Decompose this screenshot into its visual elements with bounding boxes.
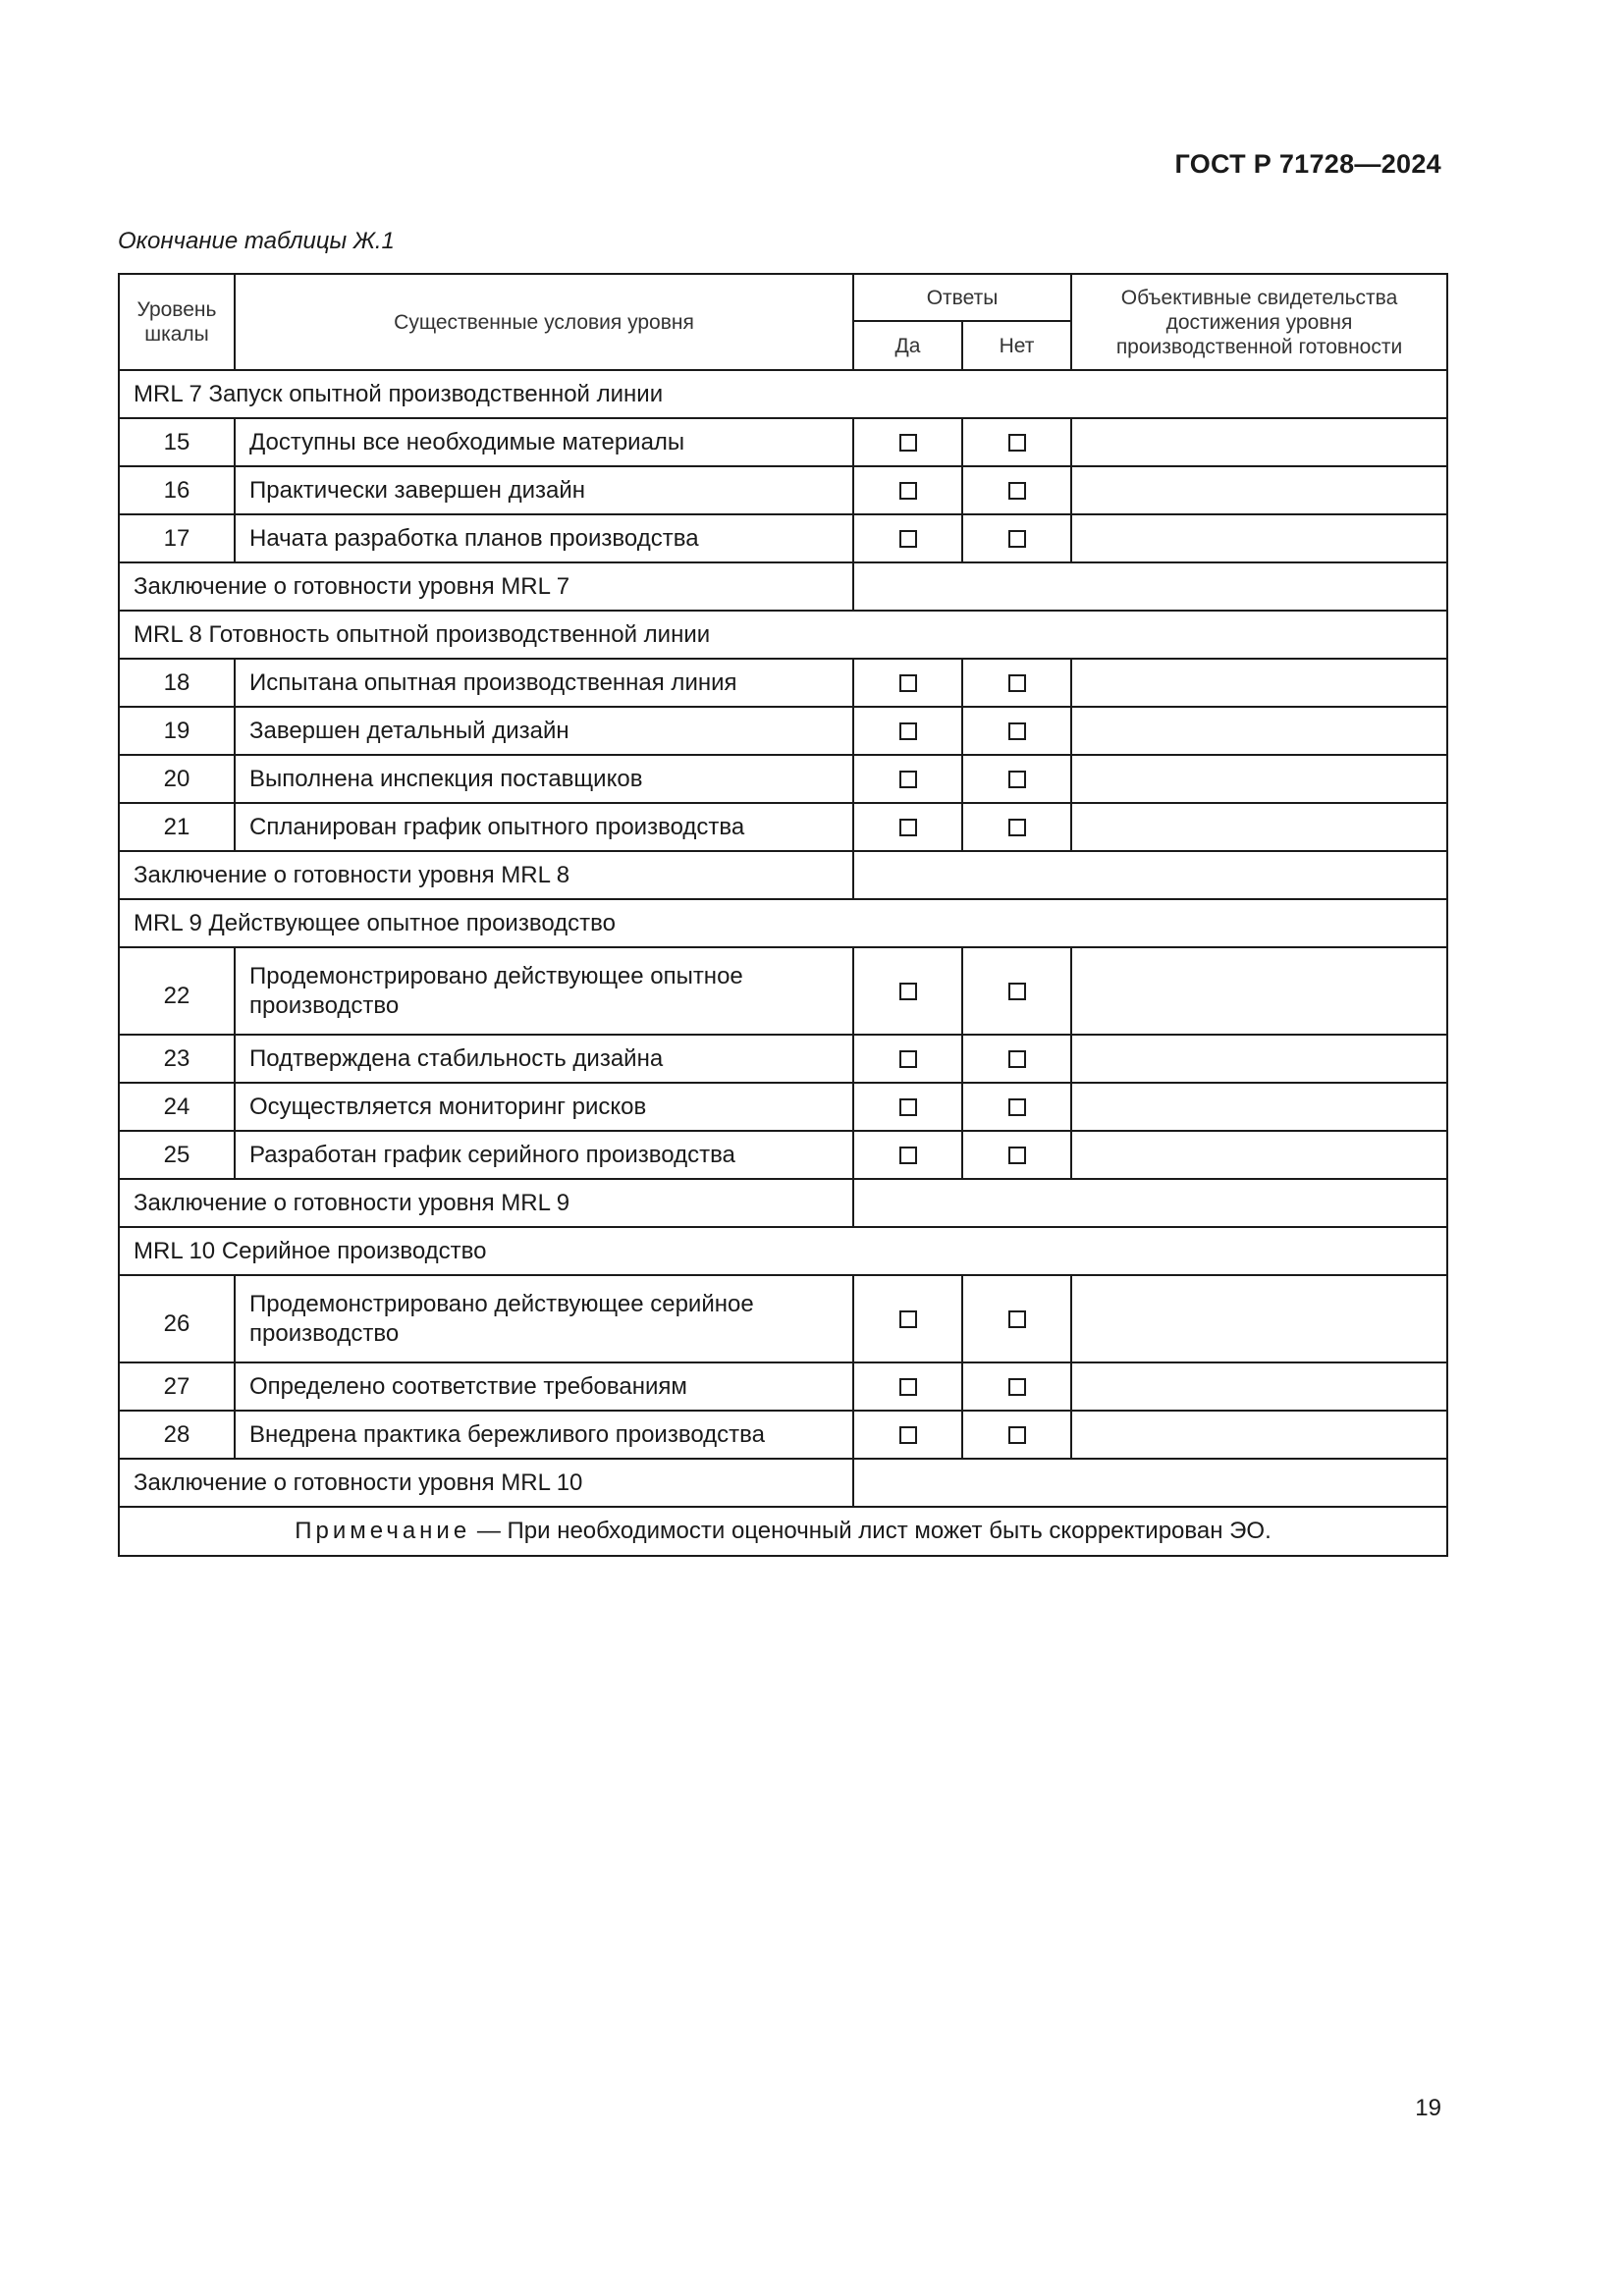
no-cell (962, 418, 1071, 466)
yes-cell (853, 1131, 962, 1179)
section-title: MRL 8 Готовность опытной производственной линии (119, 611, 1447, 659)
evidence-cell[interactable] (1071, 1275, 1447, 1362)
conclusion-row (119, 562, 1447, 611)
row-condition: Выполнена инспекция поставщиков (235, 755, 853, 803)
table-row (119, 1275, 1447, 1362)
yes-cell (853, 755, 962, 803)
no-cell (962, 707, 1071, 755)
yes-checkbox[interactable] (899, 1378, 917, 1396)
yes-cell (853, 1411, 962, 1459)
conclusion-label: Заключение о готовности уровня MRL 9 (119, 1179, 853, 1227)
yes-checkbox[interactable] (899, 434, 917, 452)
conclusion-value-cell[interactable] (853, 1459, 1447, 1507)
no-cell (962, 1083, 1071, 1131)
row-condition: Начата разработка планов производства (235, 514, 853, 562)
no-checkbox[interactable] (1008, 530, 1026, 548)
table-row (119, 514, 1447, 562)
conclusion-label: Заключение о готовности уровня MRL 7 (119, 562, 853, 611)
no-checkbox[interactable] (1008, 434, 1026, 452)
row-number: 22 (119, 947, 235, 1035)
table-row (119, 755, 1447, 803)
no-checkbox[interactable] (1008, 674, 1026, 692)
no-cell (962, 1131, 1071, 1179)
note-label: Примечание (295, 1518, 471, 1544)
document-code: ГОСТ Р 71728—2024 (1174, 149, 1441, 179)
yes-checkbox[interactable] (899, 1426, 917, 1444)
yes-cell (853, 1362, 962, 1411)
yes-cell (853, 1035, 962, 1083)
table-row (119, 947, 1447, 1035)
conclusion-value-cell[interactable] (853, 562, 1447, 611)
row-condition: Продемонстрировано действующее серийное производство (235, 1275, 853, 1362)
row-number: 18 (119, 659, 235, 707)
no-checkbox[interactable] (1008, 1426, 1026, 1444)
conclusion-value-cell[interactable] (853, 851, 1447, 899)
no-cell (962, 1362, 1071, 1411)
evidence-cell[interactable] (1071, 1362, 1447, 1411)
row-number: 17 (119, 514, 235, 562)
row-number: 24 (119, 1083, 235, 1131)
yes-checkbox[interactable] (899, 530, 917, 548)
evidence-cell[interactable] (1071, 803, 1447, 851)
yes-cell (853, 466, 962, 514)
conclusion-row (119, 1459, 1447, 1507)
row-condition: Спланирован график опытного производства (235, 803, 853, 851)
row-number: 28 (119, 1411, 235, 1459)
table-row (119, 659, 1447, 707)
row-number: 25 (119, 1131, 235, 1179)
table-row (119, 803, 1447, 851)
table-note (119, 1507, 1447, 1556)
conclusion-label: Заключение о готовности уровня MRL 10 (119, 1459, 853, 1507)
evidence-cell[interactable] (1071, 1131, 1447, 1179)
no-cell (962, 1411, 1071, 1459)
yes-cell (853, 707, 962, 755)
row-number: 27 (119, 1362, 235, 1411)
no-cell (962, 947, 1071, 1035)
conclusion-value-cell[interactable] (853, 1179, 1447, 1227)
yes-cell (853, 803, 962, 851)
row-condition: Продемонстрировано действующее опытное производство (235, 947, 853, 1035)
evidence-cell[interactable] (1071, 707, 1447, 755)
row-condition: Практически завершен дизайн (235, 466, 853, 514)
yes-checkbox[interactable] (899, 1310, 917, 1328)
evidence-cell[interactable] (1071, 466, 1447, 514)
no-cell (962, 803, 1071, 851)
row-number: 26 (119, 1275, 235, 1362)
section-title: MRL 7 Запуск опытной производственной линии (119, 370, 1447, 418)
evidence-cell[interactable] (1071, 659, 1447, 707)
yes-checkbox[interactable] (899, 674, 917, 692)
table-row (119, 466, 1447, 514)
yes-cell (853, 514, 962, 562)
row-condition: Завершен детальный дизайн (235, 707, 853, 755)
no-checkbox[interactable] (1008, 1310, 1026, 1328)
table-row (119, 1411, 1447, 1459)
row-condition: Подтверждена стабильность дизайна (235, 1035, 853, 1083)
no-checkbox[interactable] (1008, 482, 1026, 500)
row-number: 16 (119, 466, 235, 514)
yes-checkbox[interactable] (899, 482, 917, 500)
yes-checkbox[interactable] (899, 771, 917, 788)
no-checkbox[interactable] (1008, 819, 1026, 836)
section-header (119, 899, 1447, 947)
yes-cell (853, 947, 962, 1035)
table-row (119, 418, 1447, 466)
yes-checkbox[interactable] (899, 1098, 917, 1116)
row-condition: Разработан график серийного производства (235, 1131, 853, 1179)
evidence-cell[interactable] (1071, 1035, 1447, 1083)
header-no: Нет (962, 321, 1071, 370)
conclusion-row (119, 851, 1447, 899)
yes-checkbox[interactable] (899, 983, 917, 1000)
row-condition: Определено соответствие требованиям (235, 1362, 853, 1411)
no-cell (962, 1275, 1071, 1362)
no-cell (962, 1035, 1071, 1083)
section-title: MRL 10 Серийное производство (119, 1227, 1447, 1275)
yes-checkbox[interactable] (899, 1147, 917, 1164)
section-header (119, 370, 1447, 418)
yes-checkbox[interactable] (899, 819, 917, 836)
yes-checkbox[interactable] (899, 722, 917, 740)
row-number: 15 (119, 418, 235, 466)
no-cell (962, 755, 1071, 803)
section-title: MRL 9 Действующее опытное производство (119, 899, 1447, 947)
table-row (119, 1362, 1447, 1411)
section-header (119, 611, 1447, 659)
no-checkbox[interactable] (1008, 983, 1026, 1000)
no-checkbox[interactable] (1008, 771, 1026, 788)
header-condition: Существенные условия уровня (235, 274, 853, 370)
header-yes: Да (853, 321, 962, 370)
section-header (119, 1227, 1447, 1275)
no-checkbox[interactable] (1008, 1098, 1026, 1116)
yes-cell (853, 659, 962, 707)
row-number: 23 (119, 1035, 235, 1083)
row-number: 21 (119, 803, 235, 851)
no-checkbox[interactable] (1008, 722, 1026, 740)
yes-cell (853, 1275, 962, 1362)
header-answers: Ответы (853, 274, 1071, 321)
row-condition: Внедрена практика бережливого производства (235, 1411, 853, 1459)
evidence-cell[interactable] (1071, 947, 1447, 1035)
no-checkbox[interactable] (1008, 1147, 1026, 1164)
evidence-cell[interactable] (1071, 1083, 1447, 1131)
conclusion-label: Заключение о готовности уровня MRL 8 (119, 851, 853, 899)
header-level: Уровень шкалы (119, 274, 235, 370)
row-condition: Осуществляется мониторинг рисков (235, 1083, 853, 1131)
table-row (119, 1035, 1447, 1083)
no-cell (962, 514, 1071, 562)
evidence-cell[interactable] (1071, 418, 1447, 466)
no-checkbox[interactable] (1008, 1378, 1026, 1396)
evidence-cell[interactable] (1071, 755, 1447, 803)
no-checkbox[interactable] (1008, 1050, 1026, 1068)
note-text: — При необходимости оценочный лист может быть скорректирован ЭО. (470, 1518, 1272, 1544)
table-caption: Окончание таблицы Ж.1 (118, 228, 395, 254)
page-number: 19 (1415, 2095, 1441, 2121)
yes-cell (853, 418, 962, 466)
row-condition: Испытана опытная производственная линия (235, 659, 853, 707)
assessment-table (118, 273, 1448, 1557)
evidence-cell[interactable] (1071, 1411, 1447, 1459)
table-row (119, 707, 1447, 755)
conclusion-row (119, 1179, 1447, 1227)
row-number: 19 (119, 707, 235, 755)
no-cell (962, 659, 1071, 707)
header-evidence: Объективные свидетельства достижения уровня производственной готовности (1071, 274, 1447, 370)
yes-checkbox[interactable] (899, 1050, 917, 1068)
row-number: 20 (119, 755, 235, 803)
yes-cell (853, 1083, 962, 1131)
row-condition: Доступны все необходимые материалы (235, 418, 853, 466)
no-cell (962, 466, 1071, 514)
table-row (119, 1131, 1447, 1179)
table-row (119, 1083, 1447, 1131)
evidence-cell[interactable] (1071, 514, 1447, 562)
